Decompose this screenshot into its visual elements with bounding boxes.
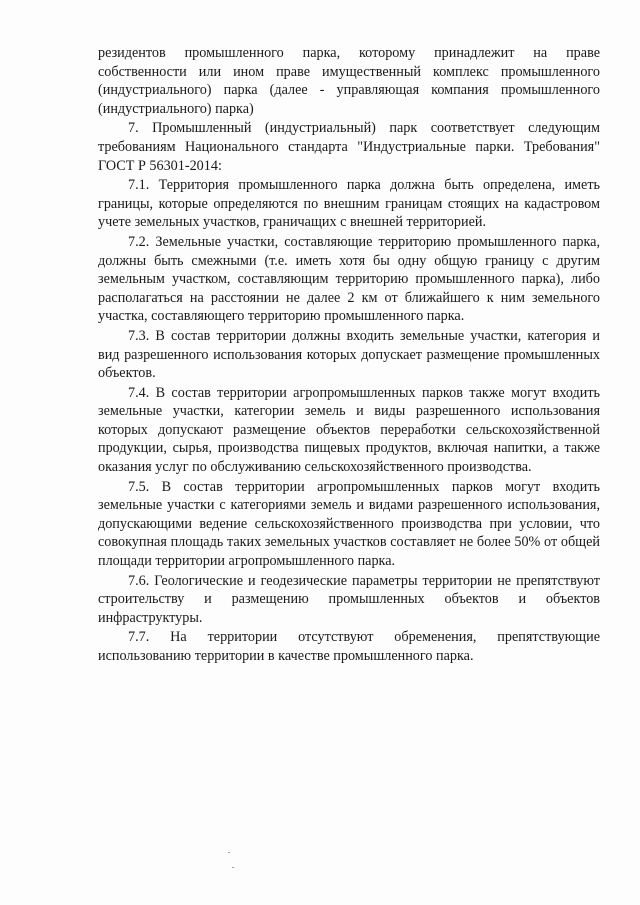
paragraph-continuation: резидентов промышленного парка, которому принадлежит на праве собственности или ином праве имущественный комплекс промышленного (индустриального) парка (далее - управляющая компания промышленного (индустриального) парка) [98, 45, 600, 117]
paragraph-7-4: 7.4. В состав территории агропромышленных парков также могут входить земельные участки, категории земель и виды разрешенного использования которых допускают размещение объектов переработки сельскохозяйственной продукции, сырья, производства пищевых продуктов, включая напитки, а также оказания услуг по обслуживанию сельскохозяйственного производства. [98, 384, 600, 476]
document-body [98, 44, 600, 667]
paragraph-7: 7. Промышленный (индустриальный) парк соответствует следующим требованиям Национального стандарта "Индустриальные парки. Требования" ГОСТ Р 56301-2014: [98, 120, 600, 174]
paragraph-7-6: 7.6. Геологические и геодезические параметры территории не препятствуют строительству и размещению промышленных объектов и объектов инфраструктуры. [98, 572, 600, 626]
paragraph-7-5: 7.5. В состав территории агропромышленных парков могут входить земельные участки с категориями земель и видами разрешенного использования, допускающими ведение сельскохозяйственного производства при условии, что совокупная площадь таких земельных участков составляет не более 50% от общей площади территории агропромышленного парка. [98, 478, 600, 570]
paragraph-7-7: 7.7. На территории отсутствуют обременения, препятствующие использованию территории в качестве промышленного парка. [98, 629, 600, 664]
paragraph-7-2: 7.2. Земельные участки, составляющие территорию промышленного парка, должны быть смежными (т.е. иметь хотя бы одну общую границу с другим земельным участком, составляющим территорию промышленного парка), либо располагаться на расстоянии не далее 2 км от ближайшего к ним земельного участка, составляющего территорию промышленного парка. [98, 233, 600, 325]
scan-speck [228, 852, 230, 853]
paragraph-7-1: 7.1. Территория промышленного парка должна быть определена, иметь границы, которые определяются по внешним границам стоящих на кадастровом учете земельных участков, граничащих с внешней территорией. [98, 177, 600, 231]
paragraph-7-3: 7.3. В состав территории должны входить земельные участки, категория и вид разрешенного использования которых допускает размещение промышленных объектов. [98, 327, 600, 382]
scan-speck [232, 867, 234, 868]
